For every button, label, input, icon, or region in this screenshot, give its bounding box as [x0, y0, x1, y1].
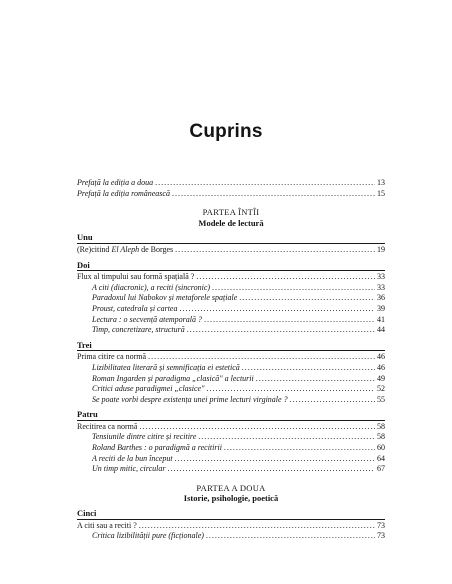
toc-entry-page: 73 — [377, 520, 385, 530]
title-italic-text: El Aleph — [111, 244, 140, 254]
dot-leader — [179, 304, 375, 315]
title-text: (Re)citind — [77, 244, 112, 254]
dot-leader — [139, 422, 375, 433]
toc-entry-title: Prima citire ca normă — [77, 352, 147, 362]
toc-entry-page: 46 — [377, 352, 385, 362]
toc-entry-page: 58 — [377, 432, 385, 442]
toc-entry-title: Critici aduse paradigmei „clasice" — [92, 384, 205, 394]
part-one-heading — [77, 207, 385, 228]
toc-entry-preface-second-edition — [77, 178, 385, 189]
dot-leader — [256, 374, 375, 385]
toc-entry-page: 46 — [377, 362, 385, 372]
toc-entry-title: A citi (diacronic), a reciti (sincronic) — [92, 282, 211, 292]
toc-subentry — [77, 432, 385, 443]
dot-leader — [204, 315, 375, 326]
chapter-heading-cinci: Cinci — [77, 508, 385, 520]
toc-entry-title: Prefață la ediția a doua — [77, 178, 154, 187]
toc-entry-title: Roland Barthes : o paradigmă a recitirii — [92, 443, 222, 453]
toc-subentry — [77, 293, 385, 304]
part-subtitle: Modele de lectură — [198, 217, 264, 228]
toc-entry-page: 52 — [377, 384, 385, 394]
toc-entry-page: 19 — [377, 244, 385, 254]
dot-leader — [198, 432, 375, 443]
toc-entry-title: Lectura : o secvență atemporală ? — [92, 314, 202, 324]
dot-leader — [167, 464, 375, 475]
part-label: PARTEA ÎNTÎI — [202, 207, 260, 218]
toc-subentry — [77, 531, 385, 542]
toc-entry-title: Recitirea ca normă — [77, 421, 138, 431]
toc-entry-page: 55 — [377, 394, 385, 404]
toc-entry-page: 13 — [377, 178, 385, 187]
toc-subentry — [77, 395, 385, 406]
toc-subentry — [77, 374, 385, 385]
dot-leader — [187, 325, 375, 336]
toc-entry-title: Lizibilitatea literară și semnificația ei estetică — [92, 362, 240, 372]
dot-leader — [224, 443, 375, 454]
dot-leader — [175, 454, 375, 465]
chapter-heading-unu: Unu — [77, 232, 385, 244]
toc-entry-title: Prefață la ediția românească — [77, 188, 170, 198]
toc-entry-title: Un timp mitic, circular — [92, 464, 166, 474]
toc-entry-chapter-main — [77, 521, 385, 532]
table-of-contents — [77, 178, 385, 542]
toc-entry-page: 49 — [377, 373, 385, 383]
toc-entry-title — [77, 245, 173, 256]
toc-subentry — [77, 304, 385, 315]
toc-entry-page: 73 — [377, 531, 385, 541]
toc-entry-title: Roman Ingarden și paradigma „clasică" a lecturii — [92, 373, 254, 383]
dot-leader — [139, 521, 375, 532]
toc-entry-title: Proust, catedrala și cartea — [92, 303, 178, 313]
dot-leader — [212, 283, 375, 294]
toc-subentry — [77, 443, 385, 454]
toc-entry-title: A citi sau a reciti ? — [77, 520, 137, 530]
dot-leader — [148, 352, 375, 363]
toc-entry-page: 41 — [377, 314, 385, 324]
toc-entry-page: 36 — [377, 293, 385, 303]
toc-entry-title: Flux al timpului sau formă spațială ? — [77, 272, 195, 282]
toc-subentry — [77, 384, 385, 395]
toc-entry-page: 33 — [377, 272, 385, 282]
toc-entry-chapter-main — [77, 422, 385, 433]
toc-subentry — [77, 325, 385, 336]
dot-leader — [172, 189, 375, 200]
chapter-heading-patru: Patru — [77, 409, 385, 421]
toc-entry-page: 64 — [377, 453, 385, 463]
toc-entry-page: 15 — [377, 188, 385, 198]
toc-entry-page: 39 — [377, 303, 385, 313]
dot-leader — [290, 395, 375, 406]
dot-leader — [242, 363, 375, 374]
toc-subentry — [77, 283, 385, 294]
toc-entry-preface-romanian-edition — [77, 189, 385, 200]
toc-entry-chapter-main — [77, 272, 385, 283]
toc-entry-page: 58 — [377, 421, 385, 431]
toc-entry-title: Se poate vorbi despre existența unei prime lecturi virginale ? — [92, 394, 288, 404]
toc-entry-page: 44 — [377, 325, 385, 335]
toc-entry-page: 33 — [377, 282, 385, 292]
dot-leader — [206, 531, 375, 542]
part-two-heading — [77, 483, 385, 504]
dot-leader — [239, 293, 375, 304]
toc-subentry — [77, 363, 385, 374]
toc-entry-title: A reciti de la bun început — [92, 453, 173, 463]
dot-leader — [155, 178, 375, 189]
dot-leader — [206, 384, 375, 395]
toc-entry-title: Paradoxul lui Nabokov și metaforele spațiale — [92, 293, 238, 303]
toc-entry-title: Tensiunile dintre citire și recitire — [92, 432, 197, 442]
chapter-heading-doi: Doi — [77, 260, 385, 272]
toc-entry-page: 67 — [377, 464, 385, 474]
page-title: Cuprins — [189, 121, 263, 142]
chapter-heading-trei: Trei — [77, 340, 385, 352]
toc-entry-chapter-main — [77, 352, 385, 363]
toc-entry-recitind-el-aleph — [77, 245, 385, 256]
toc-subentry — [77, 315, 385, 326]
toc-subentry — [77, 454, 385, 465]
dot-leader — [175, 245, 375, 256]
part-subtitle: Istorie, psihologie, poetică — [183, 493, 279, 504]
part-label: PARTEA A DOUA — [196, 482, 266, 493]
toc-entry-page: 60 — [377, 443, 385, 453]
toc-entry-title: Timp, concretizare, structură — [92, 325, 185, 335]
toc-subentry — [77, 464, 385, 475]
title-text: de Borges — [139, 244, 174, 254]
toc-entry-title: Critica lizibilității pure (ficționale) — [92, 531, 204, 541]
dot-leader — [196, 272, 375, 283]
